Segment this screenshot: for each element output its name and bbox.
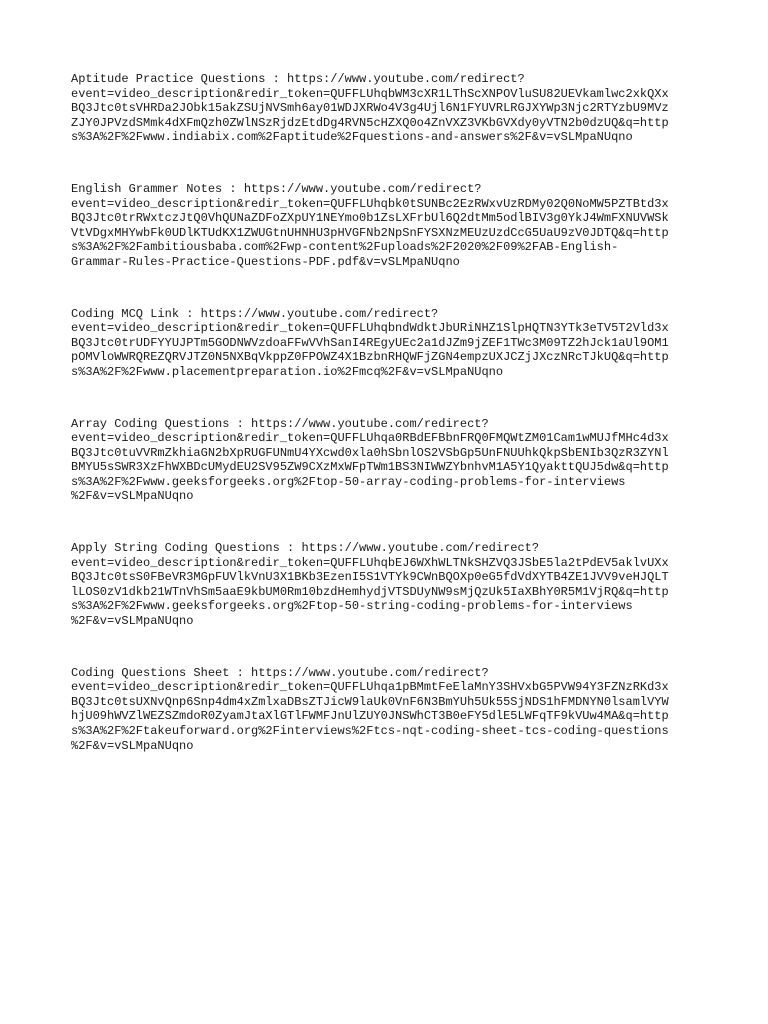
link-entry-coding-mcq[interactable]	[71, 307, 711, 380]
url-line: lLOS0zV1dkb21WTnVhSm5aaE9kbUM0Rm10bzdHemhydjVTSDUyNW9sMjQzUk5IaXBhY0R5M1VjRQ&q=http	[71, 584, 669, 599]
url-line: s%3A%2F%2Fwww.geeksforgeeks.org%2Ftop-50-string-coding-problems-for-interviews	[71, 599, 633, 614]
url-line: BQ3Jtc0trUDFYYUJPTm5GODNWVzdoaFFwVVhSanI4REgyUEc2a1dJZm9jZEF1TWc3M09TZ2hJck1aUl9OM1	[71, 335, 669, 350]
url-line: BQ3Jtc0tsS0FBeVR3MGpFUVlkVnU3X1BKb3EzenI5S1VTYk9CWnBQOXp0eG5fdVdXYTB4ZE1JVV9veHJQLT	[71, 570, 669, 585]
url-line: event=video_description&redir_token=QUFFLUhqbEJ6WXhWLTNkSHZVQ3JSbE5la2tPdEV5aklvUXx	[71, 555, 669, 570]
url-line: s%3A%2F%2Fwww.placementpreparation.io%2Fmcq%2F&v=vSLMpaNUqno	[71, 364, 504, 379]
link-entry-aptitude[interactable]	[71, 72, 711, 145]
url-line: BQ3Jtc0tuVVRmZkhiaGN2bXpRUGFUNmU4YXcwd0xla0hSbnlOS2VSbGp5UnFNUUhkQkpSbENIb3QzR3ZYNl	[71, 445, 669, 460]
url-line: %2F&v=vSLMpaNUqno	[71, 614, 194, 629]
entry-title-line: Aptitude Practice Questions : https://www.youtube.com/redirect?	[71, 72, 525, 86]
url-line: BMYU5sSWR3XzFhWXBDcUMydEU2SV95ZW9CXzMxWFpTWm1BS3NIWWZYbnhvM1A5Y1QyakttQUJ5dw&q=http	[71, 460, 669, 475]
entry-title-line: Coding Questions Sheet : https://www.youtube.com/redirect?	[71, 665, 489, 680]
url-line: BQ3Jtc0tsVHRDa2JObk15akZSUjNVSmh6ay01WDJXRWo4V3g4Ujl6N1FYUVRLRGJXYWp3Njc2RTYzbU9MVz	[71, 101, 669, 116]
entry-title-line: English Grammer Notes : https://www.youtube.com/redirect?	[71, 181, 482, 196]
url-line: %2F&v=vSLMpaNUqno	[71, 489, 194, 504]
url-line: VtVDgxMHYwbFk0UDlKTUdKX1ZWUGtnUHNHU3pHVGFNb2NpSnFYSXNzMEUzUzdCcG5UaU9zV0JDTQ&q=http	[71, 225, 669, 240]
url-line: event=video_description&redir_token=QUFFLUhqbndWdktJbURiNHZ1SlpHQTN3YTk3eTV5T2Vld3x	[71, 321, 669, 336]
url-line: s%3A%2F%2Fambitiousbaba.com%2Fwp-content%2Fuploads%2F2020%2F09%2FAB-English-	[71, 240, 619, 255]
entry-title-line: Array Coding Questions : https://www.youtube.com/redirect?	[71, 416, 489, 431]
link-entry-english-grammar[interactable]	[71, 182, 711, 270]
document-page	[71, 72, 711, 790]
link-entry-coding-sheet[interactable]	[71, 666, 711, 754]
url-line: ZJY0JPVzdSMmk4dXFmQzh0ZWlNSzRjdzEtdDg4RVN5cHZXQ0o4ZnVXZ3VKbGVXdy0yVTN2b0dzUQ&q=http	[71, 115, 669, 130]
url-line: s%3A%2F%2Ftakeuforward.org%2Finterviews%2Ftcs-nqt-coding-sheet-tcs-coding-questions	[71, 724, 669, 738]
url-line: BQ3Jtc0trRWxtczJtQ0VhQUNaZDFoZXpUY1NEYmo0b1ZsLXFrbUl6Q2dtMm5odlBIV3g0YkJ4WmFXNUVWSk	[71, 211, 669, 226]
url-line: s%3A%2F%2Fwww.indiabix.com%2Faptitude%2Fquestions-and-answers%2F&v=vSLMpaNUqno	[71, 130, 633, 145]
entry-title-line: Apply String Coding Questions : https://www.youtube.com/redirect?	[71, 541, 540, 556]
url-line: %2F&v=vSLMpaNUqno	[71, 738, 194, 753]
url-line: hjU09hWVZlWEZSZmdoR0ZyamJtaXlGTlFWMFJnUlZUY0JNSWhCT3B0eFY5dlE5LWFqTF9kVUw4MA&q=http	[71, 709, 669, 724]
url-line: event=video_description&redir_token=QUFFLUhqbk0tSUNBc2EzRWxvUzRDMy02Q0NoMW5PZTBtd3x	[71, 196, 669, 211]
url-line: BQ3Jtc0tsUXNvQnp6Snp4dm4xZmlxaDBsZTJicW9laUk0VnF6N3BmYUh5Uk55SjNDS1hFMDNYN0lsamlVYW	[71, 694, 669, 709]
link-entry-array-coding[interactable]	[71, 417, 711, 505]
url-line: s%3A%2F%2Fwww.geeksforgeeks.org%2Ftop-50-array-coding-problems-for-interviews	[71, 474, 626, 489]
url-line: pOMVloWWRQREZQRVJTZ0N5NXBqVkppZ0FPOWZ4X1BzbnRHQWFjZGN4empzUXJCZjJXczNRcTJkUQ&q=http	[71, 350, 669, 365]
link-entry-string-coding[interactable]	[71, 541, 711, 629]
url-line: Grammar-Rules-Practice-Questions-PDF.pdf&v=vSLMpaNUqno	[71, 254, 460, 269]
url-line: event=video_description&redir_token=QUFFLUhqa0RBdEFBbnFRQ0FMQWtZM01Cam1wMUJfMHc4d3x	[71, 431, 669, 446]
url-line: event=video_description&redir_token=QUFFLUhqa1pBMmtFeElaMnY3SHVxbG5PVW94Y3FZNzRKd3x	[71, 680, 669, 695]
url-line: event=video_description&redir_token=QUFFLUhqbWM3cXR1LThScXNPOVluSU82UEVkamlwc2xkQXx	[71, 86, 669, 101]
entry-title-line: Coding MCQ Link : https://www.youtube.com/redirect?	[71, 306, 439, 321]
